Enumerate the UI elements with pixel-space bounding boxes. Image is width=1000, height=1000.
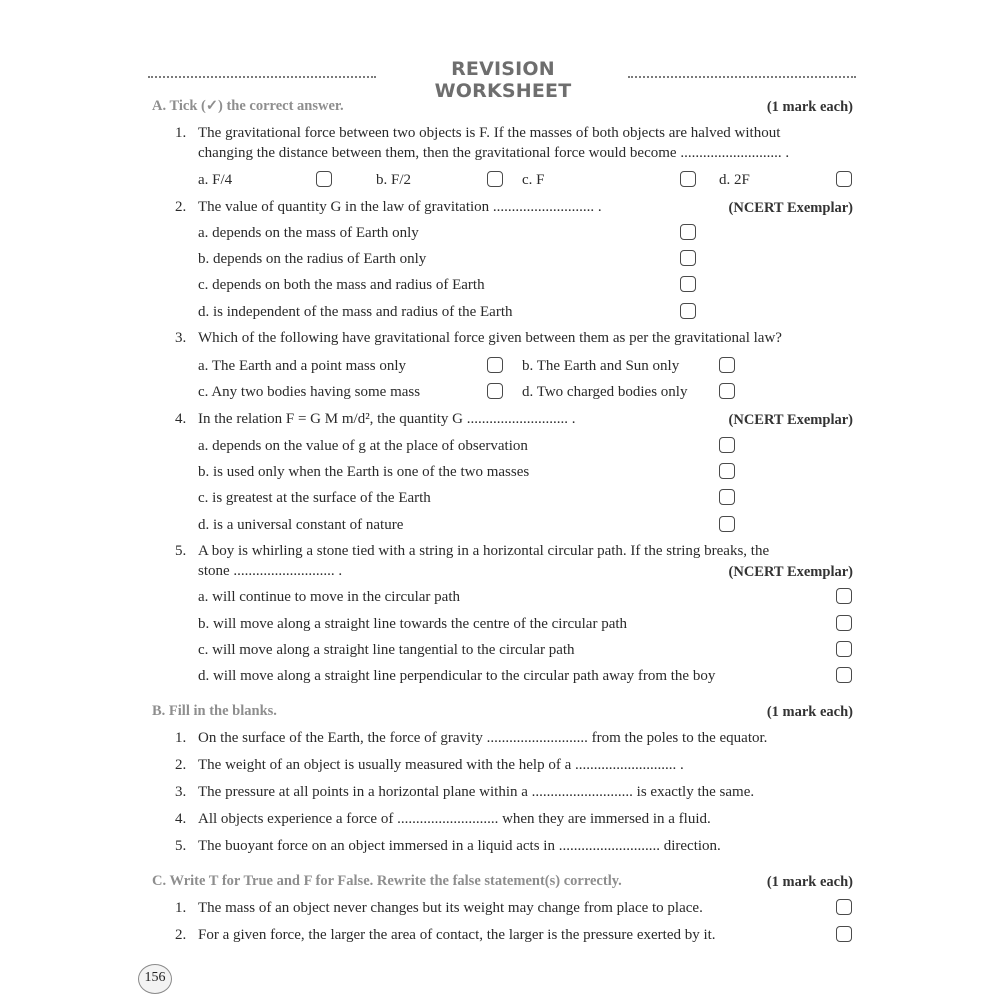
question-text: The gravitational force between two objects is F. If the masses of both objects are halved without xyxy=(198,125,781,141)
title-dotted-rule-right xyxy=(628,76,856,78)
option-label: a. will continue to move in the circular path xyxy=(198,589,461,605)
answer-checkbox[interactable] xyxy=(680,171,696,187)
option-label: d. will move along a straight line perpendicular to the circular path away from the boy xyxy=(198,668,716,684)
option-label: d. is independent of the mass and radius of the Earth xyxy=(198,304,513,320)
option-label: a. The Earth and a point mass only xyxy=(198,358,407,374)
section-b-marks: (1 mark each) xyxy=(766,704,853,720)
option-label: b. depends on the radius of Earth only xyxy=(198,251,427,267)
answer-checkbox[interactable] xyxy=(836,171,852,187)
answer-checkbox[interactable] xyxy=(719,516,735,532)
answer-checkbox[interactable] xyxy=(316,171,332,187)
option-label: b. is used only when the Earth is one of the two masses xyxy=(198,464,530,480)
page-number-badge xyxy=(138,964,172,994)
option-label: b. will move along a straight line towards the centre of the circular path xyxy=(198,616,628,632)
answer-checkbox[interactable] xyxy=(719,489,735,505)
answer-checkbox[interactable] xyxy=(836,926,852,942)
answer-checkbox[interactable] xyxy=(487,171,503,187)
fill-blank-text: The pressure at all points in a horizontal plane within a ........................... is exactly the same. xyxy=(198,784,755,800)
answer-checkbox[interactable] xyxy=(719,437,735,453)
question-text: stone ........................... . xyxy=(198,563,343,579)
answer-checkbox[interactable] xyxy=(836,615,852,631)
option-label: c. is greatest at the surface of the Earth xyxy=(198,490,431,506)
answer-checkbox[interactable] xyxy=(487,357,503,373)
answer-checkbox[interactable] xyxy=(719,357,735,373)
worksheet-title-row xyxy=(148,58,856,102)
question-text: Which of the following have gravitational force given between them as per the gravitational law? xyxy=(198,330,782,346)
option-label: c. depends on both the mass and radius of Earth xyxy=(198,277,485,293)
question-number: 5. xyxy=(175,543,187,559)
answer-checkbox[interactable] xyxy=(680,224,696,240)
question-number: 5. xyxy=(175,838,187,854)
option-label: a. F/4 xyxy=(198,172,233,188)
question-number: 2. xyxy=(175,757,187,773)
answer-checkbox[interactable] xyxy=(836,667,852,683)
option-label: d. Two charged bodies only xyxy=(522,384,688,400)
page-number: 156 xyxy=(144,970,166,985)
fill-blank-text: The buoyant force on an object immersed in a liquid acts in ........................... direction. xyxy=(198,838,721,854)
option-label: a. depends on the value of g at the place of observation xyxy=(198,438,528,454)
title-dotted-rule-left xyxy=(148,76,376,78)
answer-checkbox[interactable] xyxy=(836,641,852,657)
true-false-statement: The mass of an object never changes but its weight may change from place to place. xyxy=(198,900,703,916)
answer-checkbox[interactable] xyxy=(836,899,852,915)
option-label: d. is a universal constant of nature xyxy=(198,517,404,533)
question-number: 2. xyxy=(175,199,187,215)
question-number: 2. xyxy=(175,927,187,943)
ncert-exemplar-tag: (NCERT Exemplar) xyxy=(728,412,853,428)
fill-blank-text: On the surface of the Earth, the force of gravity ........................... from the poles to the equator. xyxy=(198,730,768,746)
fill-blank-text: All objects experience a force of ........................... when they are immersed in a fluid. xyxy=(198,811,711,827)
option-label: c. will move along a straight line tangential to the circular path xyxy=(198,642,575,658)
ncert-exemplar-tag: (NCERT Exemplar) xyxy=(728,564,853,580)
option-label: c. Any two bodies having some mass xyxy=(198,384,421,400)
question-number: 4. xyxy=(175,811,187,827)
answer-checkbox[interactable] xyxy=(680,303,696,319)
question-number: 3. xyxy=(175,330,187,346)
answer-checkbox[interactable] xyxy=(719,463,735,479)
section-c-heading: C. Write T for True and F for False. Rewrite the false statement(s) correctly. xyxy=(152,873,622,889)
answer-checkbox[interactable] xyxy=(719,383,735,399)
option-label: c. F xyxy=(522,172,545,188)
question-text: changing the distance between them, then the gravitational force would become ........................... . xyxy=(198,145,790,161)
question-number: 1. xyxy=(175,900,187,916)
question-text: The value of quantity G in the law of gravitation ........................... . xyxy=(198,199,602,215)
question-number: 4. xyxy=(175,411,187,427)
question-text: In the relation F = G M m/d², the quantity G ........................... . xyxy=(198,411,576,427)
option-label: d. 2F xyxy=(719,172,750,188)
option-label: a. depends on the mass of Earth only xyxy=(198,225,419,241)
question-text: A boy is whirling a stone tied with a string in a horizontal circular path. If the string breaks, the xyxy=(198,543,770,559)
answer-checkbox[interactable] xyxy=(487,383,503,399)
answer-checkbox[interactable] xyxy=(680,250,696,266)
section-a-marks: (1 mark each) xyxy=(766,99,853,115)
ncert-exemplar-tag: (NCERT Exemplar) xyxy=(728,200,853,216)
fill-blank-text: The weight of an object is usually measured with the help of a ........................... . xyxy=(198,757,684,773)
true-false-statement: For a given force, the larger the area of contact, the larger is the pressure exerted by it. xyxy=(198,927,716,943)
worksheet-title: REVISION WORKSHEET xyxy=(434,58,572,102)
question-number: 1. xyxy=(175,730,187,746)
question-number: 3. xyxy=(175,784,187,800)
section-b-heading: B. Fill in the blanks. xyxy=(152,703,277,719)
section-c-marks: (1 mark each) xyxy=(766,874,853,890)
answer-checkbox[interactable] xyxy=(680,276,696,292)
section-a-heading: A. Tick (✓) the correct answer. xyxy=(152,98,344,114)
question-number: 1. xyxy=(175,125,187,141)
option-label: b. F/2 xyxy=(376,172,412,188)
option-label: b. The Earth and Sun only xyxy=(522,358,680,374)
answer-checkbox[interactable] xyxy=(836,588,852,604)
